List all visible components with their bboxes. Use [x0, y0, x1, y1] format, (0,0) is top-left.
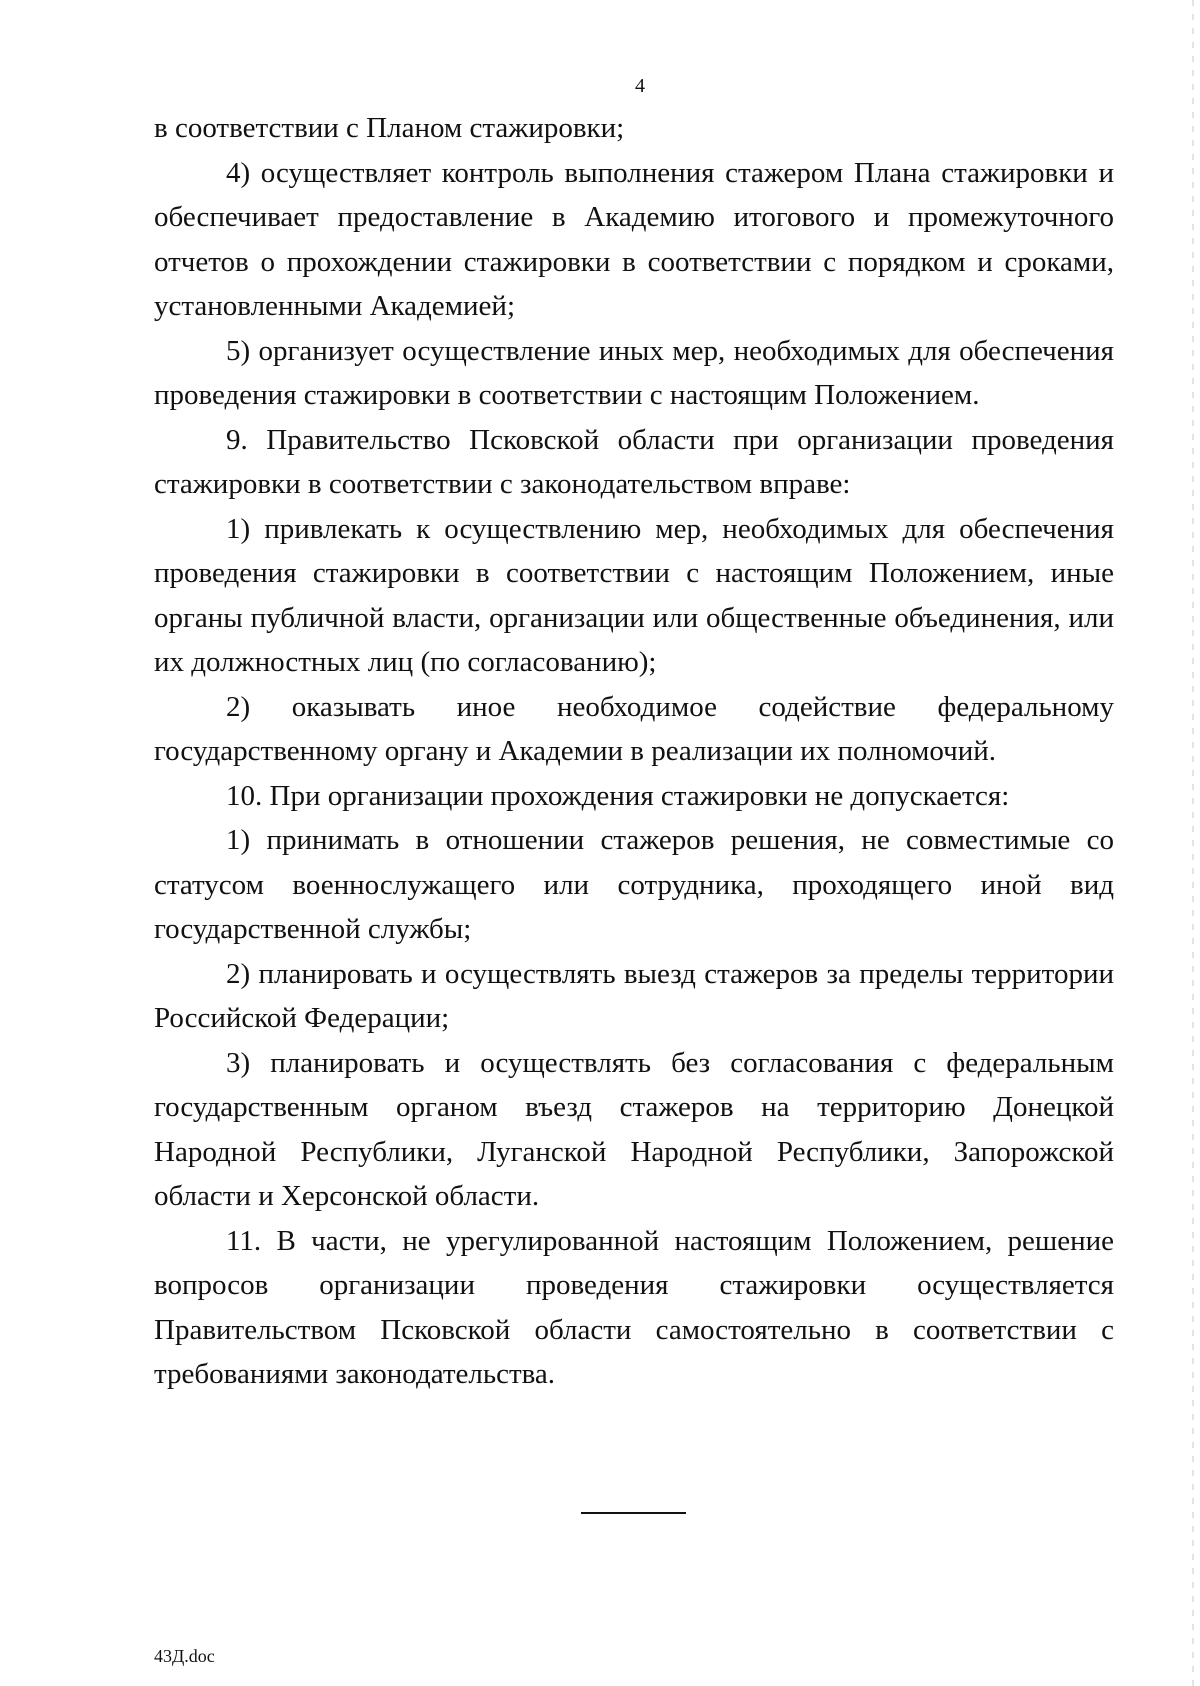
paragraph-item-8-5: 5) организует осуществление иных мер, необходимых для обеспечения проведения стажировки в соответствии с настоящим Положением. — [154, 334, 1114, 411]
paragraph-item-9-2: 2) оказывать иное необходимое содействие федеральному государственному органу и Академии в реализации их полномочий. — [154, 690, 1114, 767]
document-body — [154, 106, 1114, 1397]
paragraph-clause-11: 11. В части, не урегулированной настоящим Положением, решение вопросов организации проведения стажировки осуществляется Правительством Псковской области самостоятельно в соответствии с требованиями законодательства. — [154, 1224, 1114, 1390]
paragraph-item-10-2: 2) планировать и осуществлять выезд стажеров за пределы территории Российской Федерации; — [154, 957, 1114, 1034]
paragraph-item-10-3: 3) планировать и осуществлять без согласования с федеральным государственным органом въезд стажеров на территорию Донецкой Народной Республики, Луганской Народной Республики, Запорожской области и Херсонской области. — [154, 1046, 1114, 1212]
scan-edge-artifact — [1192, 0, 1194, 1686]
paragraph-clause-10: 10. При организации прохождения стажировки не допускается: — [226, 779, 1010, 812]
end-separator-line — [581, 1512, 686, 1514]
paragraph-item-8-4: 4) осуществляет контроль выполнения стажером Плана стажировки и обеспечивает предоставление в Академию итогового и промежуточного отчетов о прохождении стажировки в соответствии с порядком и сроками, установленными Академией; — [154, 156, 1114, 322]
page-number: 4 — [635, 75, 645, 97]
paragraph-clause-9: 9. Правительство Псковской области при организации проведения стажировки в соответствии с законодательством вправе: — [154, 423, 1114, 500]
paragraph-item-9-1: 1) привлекать к осуществлению мер, необходимых для обеспечения проведения стажировки в соответствии с настоящим Положением, иные органы публичной власти, организации или общественные объединения, или их должностных лиц (по согласованию); — [154, 512, 1114, 678]
footer-filename: 43Д.doc — [154, 1646, 215, 1666]
paragraph-continuation: в соответствии с Планом стажировки; — [154, 112, 625, 144]
paragraph-item-10-1: 1) принимать в отношении стажеров решения, не совместимые со статусом военнослужащего или сотрудника, проходящего иной вид государственной службы; — [154, 824, 1114, 945]
